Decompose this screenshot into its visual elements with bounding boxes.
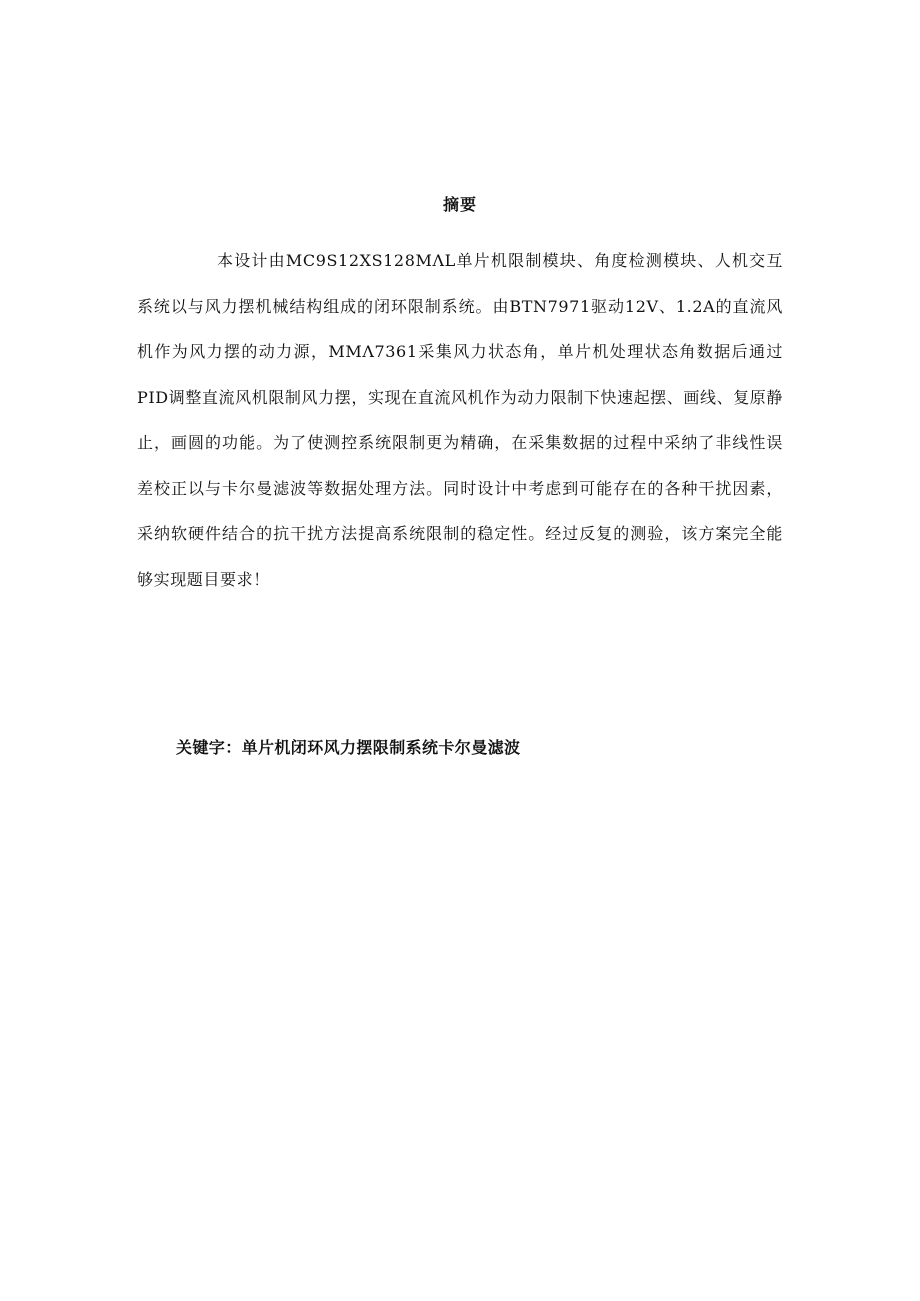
abstract-body: 本设计由MC9S12XS128MΛL单片机限制模块、角度检测模块、人机交互系统以与风力摆机械结构组成的闭环限制系统。由BTN7971驱动12V、1.2A的直流风机作为风力摆的动力源，MMΛ7361采集风力状态角，单片机处理状态角数据后通过PID调整直流风机限制风力摆，实现在直流风机作为动力限制下快速起摆、画线、复原静止，画圆的功能。为了使测控系统限制更为精确，在采集数据的过程中采纳了非线性误差校正以与卡尔曼滤波等数据处理方法。同时设计中考虑到可能存在的各种干扰因素，采纳软硬件结合的抗干扰方法提高系统限制的稳定性。经过反复的测验，该方案完全能够实现题目要求！ bbox=[137, 251, 783, 589]
keywords-value: 单片机闭环风力摆限制系统卡尔曼滤波 bbox=[241, 738, 521, 757]
keywords-label: 关键字： bbox=[176, 738, 242, 757]
abstract-title: 摘要 bbox=[442, 195, 477, 214]
keywords-line bbox=[176, 735, 520, 758]
